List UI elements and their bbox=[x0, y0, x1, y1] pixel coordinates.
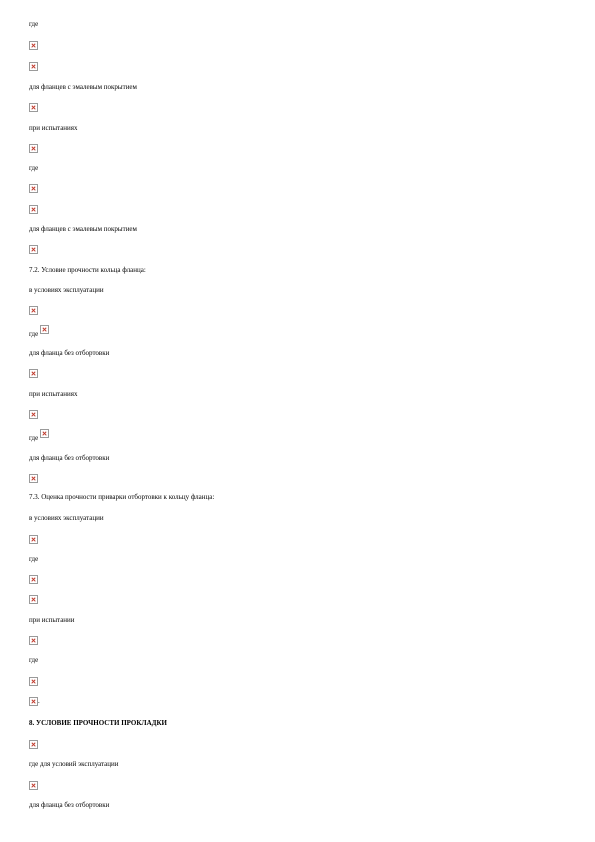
formula-image bbox=[29, 245, 38, 254]
formula-image bbox=[29, 636, 38, 645]
broken-image-icon bbox=[29, 636, 38, 645]
broken-image-icon bbox=[29, 369, 38, 378]
text: при испытаниях bbox=[29, 390, 78, 398]
broken-image-icon bbox=[29, 781, 38, 790]
formula-image bbox=[29, 144, 38, 153]
broken-image-icon bbox=[29, 306, 38, 315]
broken-image-icon bbox=[29, 184, 38, 193]
text: 8. УСЛОВИЕ ПРОЧНОСТИ ПРОКЛАДКИ bbox=[29, 719, 168, 727]
text: при испытании bbox=[29, 616, 75, 624]
text-line bbox=[29, 390, 78, 399]
formula-image bbox=[29, 740, 38, 749]
formula-image bbox=[29, 410, 38, 419]
text: 7.3. Оценка прочности приварки отбортовки к кольцу фланца: bbox=[29, 493, 215, 501]
text-line bbox=[29, 760, 119, 769]
text: для фланца без отбортовки bbox=[29, 801, 110, 809]
text: где bbox=[29, 330, 39, 338]
broken-image-icon bbox=[29, 410, 38, 419]
text-line bbox=[29, 656, 38, 665]
broken-image-icon bbox=[29, 740, 38, 749]
text-line bbox=[29, 514, 104, 523]
text-line bbox=[29, 330, 49, 339]
formula-image bbox=[29, 697, 40, 706]
formula-image bbox=[29, 62, 38, 71]
broken-image-icon bbox=[29, 41, 38, 50]
text-line bbox=[29, 493, 214, 502]
text: . bbox=[38, 697, 40, 705]
formula-image bbox=[29, 184, 38, 193]
broken-image-icon bbox=[29, 62, 38, 71]
text: где bbox=[29, 20, 39, 28]
broken-image-icon bbox=[29, 575, 38, 584]
broken-image-icon bbox=[29, 103, 38, 112]
text-line bbox=[29, 349, 109, 358]
formula-image bbox=[29, 781, 38, 790]
section-heading bbox=[29, 719, 167, 728]
formula-image bbox=[29, 474, 38, 483]
text: где bbox=[29, 434, 39, 442]
text: при испытаниях bbox=[29, 124, 78, 132]
text: для фланца без отбортовки bbox=[29, 349, 110, 357]
text-line bbox=[29, 266, 146, 275]
broken-image-icon bbox=[29, 245, 38, 254]
broken-image-icon bbox=[29, 677, 38, 686]
broken-image-icon bbox=[29, 595, 38, 604]
broken-image-icon bbox=[40, 325, 49, 334]
text: в условиях эксплуатации bbox=[29, 286, 104, 294]
text: где bbox=[29, 656, 39, 664]
text-line bbox=[29, 83, 137, 92]
broken-image-icon bbox=[29, 697, 38, 706]
text: для фланцев с эмалевым покрытием bbox=[29, 225, 137, 233]
text-line bbox=[29, 555, 38, 564]
text-line bbox=[29, 286, 104, 295]
text: где для условий эксплуатации bbox=[29, 760, 119, 768]
text: где bbox=[29, 164, 39, 172]
formula-image bbox=[29, 535, 38, 544]
text-line bbox=[29, 124, 78, 133]
broken-image-icon bbox=[29, 535, 38, 544]
formula-image bbox=[29, 595, 38, 604]
text-line bbox=[29, 434, 49, 443]
text: где bbox=[29, 555, 39, 563]
text: для фланцев с эмалевым покрытием bbox=[29, 83, 137, 91]
formula-image bbox=[29, 575, 38, 584]
formula-image bbox=[29, 41, 38, 50]
broken-image-icon bbox=[29, 205, 38, 214]
formula-image bbox=[29, 306, 38, 315]
text: в условиях эксплуатации bbox=[29, 514, 104, 522]
formula-image bbox=[29, 677, 38, 686]
formula-image bbox=[29, 369, 38, 378]
text: для фланца без отбортовки bbox=[29, 454, 110, 462]
text-line bbox=[29, 616, 75, 625]
text-line bbox=[29, 164, 38, 173]
text-line bbox=[29, 801, 109, 810]
text: 7.2. Условие прочности кольца фланца: bbox=[29, 266, 146, 274]
broken-image-icon bbox=[40, 429, 49, 438]
text-line bbox=[29, 225, 137, 234]
broken-image-icon bbox=[29, 474, 38, 483]
text-line bbox=[29, 20, 38, 29]
formula-image bbox=[29, 103, 38, 112]
formula-image bbox=[29, 205, 38, 214]
text-line bbox=[29, 454, 109, 463]
broken-image-icon bbox=[29, 144, 38, 153]
